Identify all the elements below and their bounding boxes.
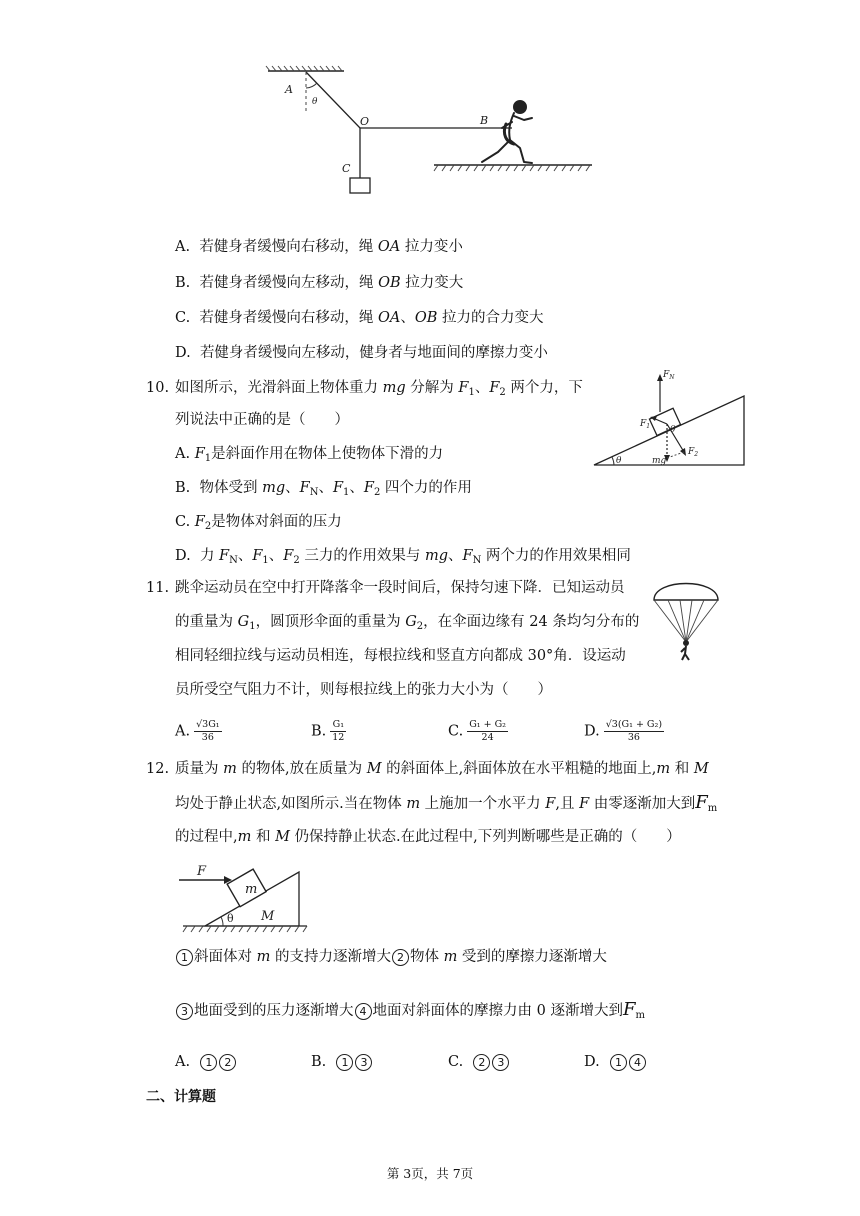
q11-option-b: B. $\frac{\text{G₁}}{12}$ (311, 719, 345, 743)
q12-stem-line3: 的过程中,m 和 M 仍保持静止状态.在此过程中,下列判断哪些是正确的（ ） (175, 829, 681, 845)
q9-option-d: D. 若健身者缓慢向左移动，健身者与地面间的摩擦力变小 (175, 345, 548, 361)
q9-option-c: C. 若健身者缓慢向右移动，绳 OA、OB 拉力的合力变大 (175, 310, 544, 326)
page-footer: 第 3页，共 7页 (386, 1166, 474, 1181)
q10-number: 10. (146, 380, 170, 396)
fig12-label-m: m (245, 882, 258, 897)
fig10-label-theta2: θ (616, 456, 622, 466)
q12-statements-3-4: 3 地面受到的压力逐渐增大 4 地面对斜面体的摩擦力由 0 逐渐增大到$F_m$ (175, 1000, 645, 1026)
figure-9-rope-diagram (262, 62, 602, 202)
person-pulling-figure (482, 101, 532, 163)
q12-number: 12. (146, 761, 170, 777)
q11-option-c: C. $\frac{\text{G₁ + G₂}}{24}$ (448, 719, 506, 743)
q10-option-c: C. $F_2$是物体对斜面的压力 (175, 514, 342, 532)
figure-11-parachute (648, 570, 724, 662)
q10-option-d: D. 力 $F_N$、$F_1$、$F_2$ 三力的作用效果与 mg、$F_N$ 两个力的作用效果相同 (175, 548, 631, 566)
fig12-label-theta: θ (227, 912, 234, 925)
q11-stem-line1: 跳伞运动员在空中打开降落伞一段时间后，保持匀速下降．已知运动员 (175, 580, 625, 596)
section-title: 二、计算题 (146, 1089, 216, 1105)
q12-stem-line2: 均处于静止状态,如图所示.当在物体 m 上施加一个水平力 F,且 F 由零逐渐加大到$F_m$ (175, 792, 718, 814)
fig9-label-theta: θ (312, 97, 318, 107)
fig10-label-theta: θ (670, 425, 676, 435)
q11-stem-line2: 的重量为 $G_1$，圆顶形伞面的重量为 $G_2$，在伞面边缘有 24 条均匀分布的 (175, 614, 640, 632)
q10-option-a: A. $F_1$是斜面作用在物体上使物体下滑的力 (175, 446, 444, 464)
q11-stem-line4: 员所受空气阻力不计，则每根拉线上的张力大小为（ ） (175, 682, 552, 698)
q12-option-a: A. 1 2 (175, 1052, 237, 1072)
q10-option-b: B. 物体受到 mg、$F_N$、$F_1$、$F_2$ 四个力的作用 (175, 480, 472, 498)
figure-12-block-on-wedge (175, 858, 310, 936)
q10-stem-line2: 列说法中正确的是（ ） (175, 412, 349, 428)
q11-option-d: D. $\frac{\text{√3(G₁ + G₂)}}{36}$ (584, 719, 663, 743)
fig9-label-O: O (360, 115, 370, 128)
q12-option-b: B. 1 3 (311, 1052, 373, 1072)
fig10-label-FN: $F_N$ (663, 370, 675, 381)
q12-statements-1-2: 1 斜面体对 m 的支持力逐渐增大 2 物体 m 受到的摩擦力逐渐增大 (175, 947, 607, 967)
q11-option-a: A. $\frac{\text{√3G₁}}{36}$ (175, 719, 220, 743)
q12-option-d: D. 1 4 (584, 1052, 647, 1072)
fig9-label-A: A (285, 83, 293, 96)
fig12-label-M: M (261, 909, 275, 924)
q11-stem-line3: 相同轻细拉线与运动员相连，每根拉线和竖直方向都成 30°角．设运动 (175, 648, 626, 664)
fig10-label-F2: $F_2$ (688, 447, 699, 458)
q9-option-b: B. 若健身者缓慢向左移动，绳 OB 拉力变大 (175, 275, 464, 291)
q10-stem-line1: 如图所示，光滑斜面上物体重力 mg 分解为 $F_1$、$F_2$ 两个力，下 (175, 380, 583, 398)
q12-stem-line1: 质量为 m 的物体,放在质量为 M 的斜面体上,斜面体放在水平粗糙的地面上,m 和 M (175, 761, 709, 777)
q9-option-a: A. 若健身者缓慢向右移动，绳 OA 拉力变小 (175, 239, 463, 255)
figure-10-incline-diagram (588, 366, 748, 468)
fig9-label-C: C (342, 162, 351, 175)
fig10-label-F1: $F_1$ (640, 419, 651, 430)
fig12-label-F: F (197, 864, 207, 879)
q12-option-c: C. 2 3 (448, 1052, 510, 1072)
fig10-label-mg: mg (652, 456, 667, 466)
fig9-label-B: B (480, 114, 489, 127)
q11-number: 11. (146, 580, 170, 596)
